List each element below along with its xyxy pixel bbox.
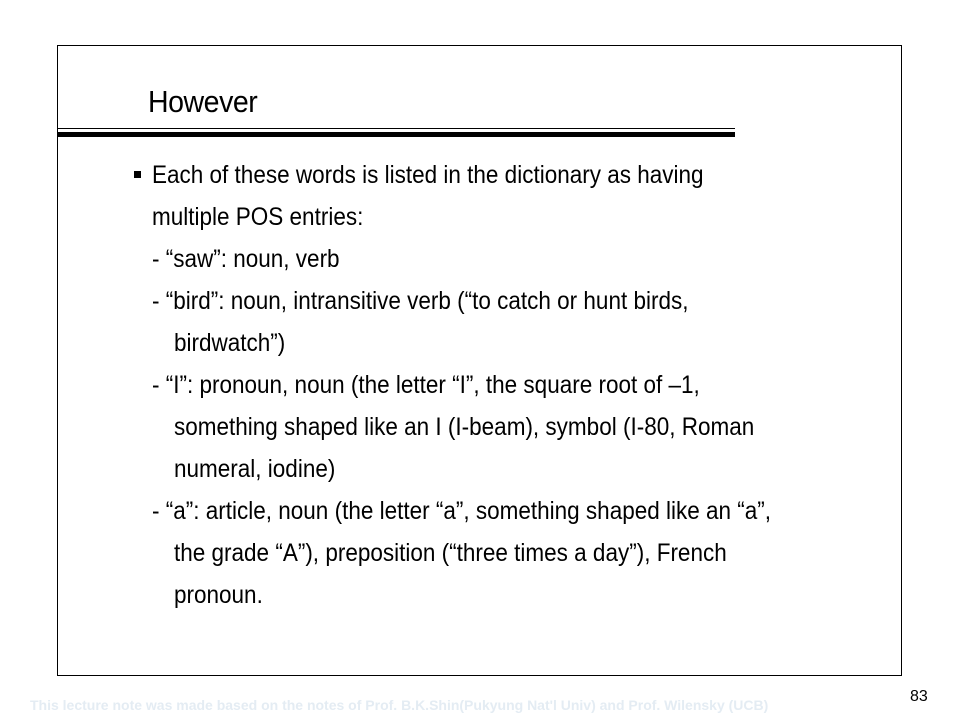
entry-bird-line: birdwatch”): [174, 329, 286, 357]
bullet-text-line: Each of these words is listed in the dictionary as having: [152, 161, 704, 189]
entry-i-line: numeral, iodine): [174, 455, 336, 483]
slide-title: However: [148, 84, 258, 119]
footer-credit-note: This lecture note was made based on the notes of Prof. B.K.Shin(Pukyung Nat'l Univ) and Prof. Wilensky (UCB): [30, 697, 769, 713]
entry-saw-line: - “saw”: noun, verb: [152, 245, 340, 273]
entry-a-line: the grade “A”), preposition (“three times a day”), French: [174, 539, 727, 567]
page-number: 83: [910, 688, 928, 705]
entry-i-line: - “I”: pronoun, noun (the letter “I”, the square root of –1,: [152, 371, 700, 399]
square-bullet-icon: [134, 171, 141, 178]
entry-a-line: pronoun.: [174, 581, 263, 609]
entry-a-line: - “a”: article, noun (the letter “a”, something shaped like an “a”,: [152, 497, 772, 525]
bullet-text-line: multiple POS entries:: [152, 203, 364, 231]
entry-bird-line: - “bird”: noun, intransitive verb (“to catch or hunt birds,: [152, 287, 689, 315]
entry-i-line: something shaped like an I (I-beam), symbol (I-80, Roman: [174, 413, 755, 441]
